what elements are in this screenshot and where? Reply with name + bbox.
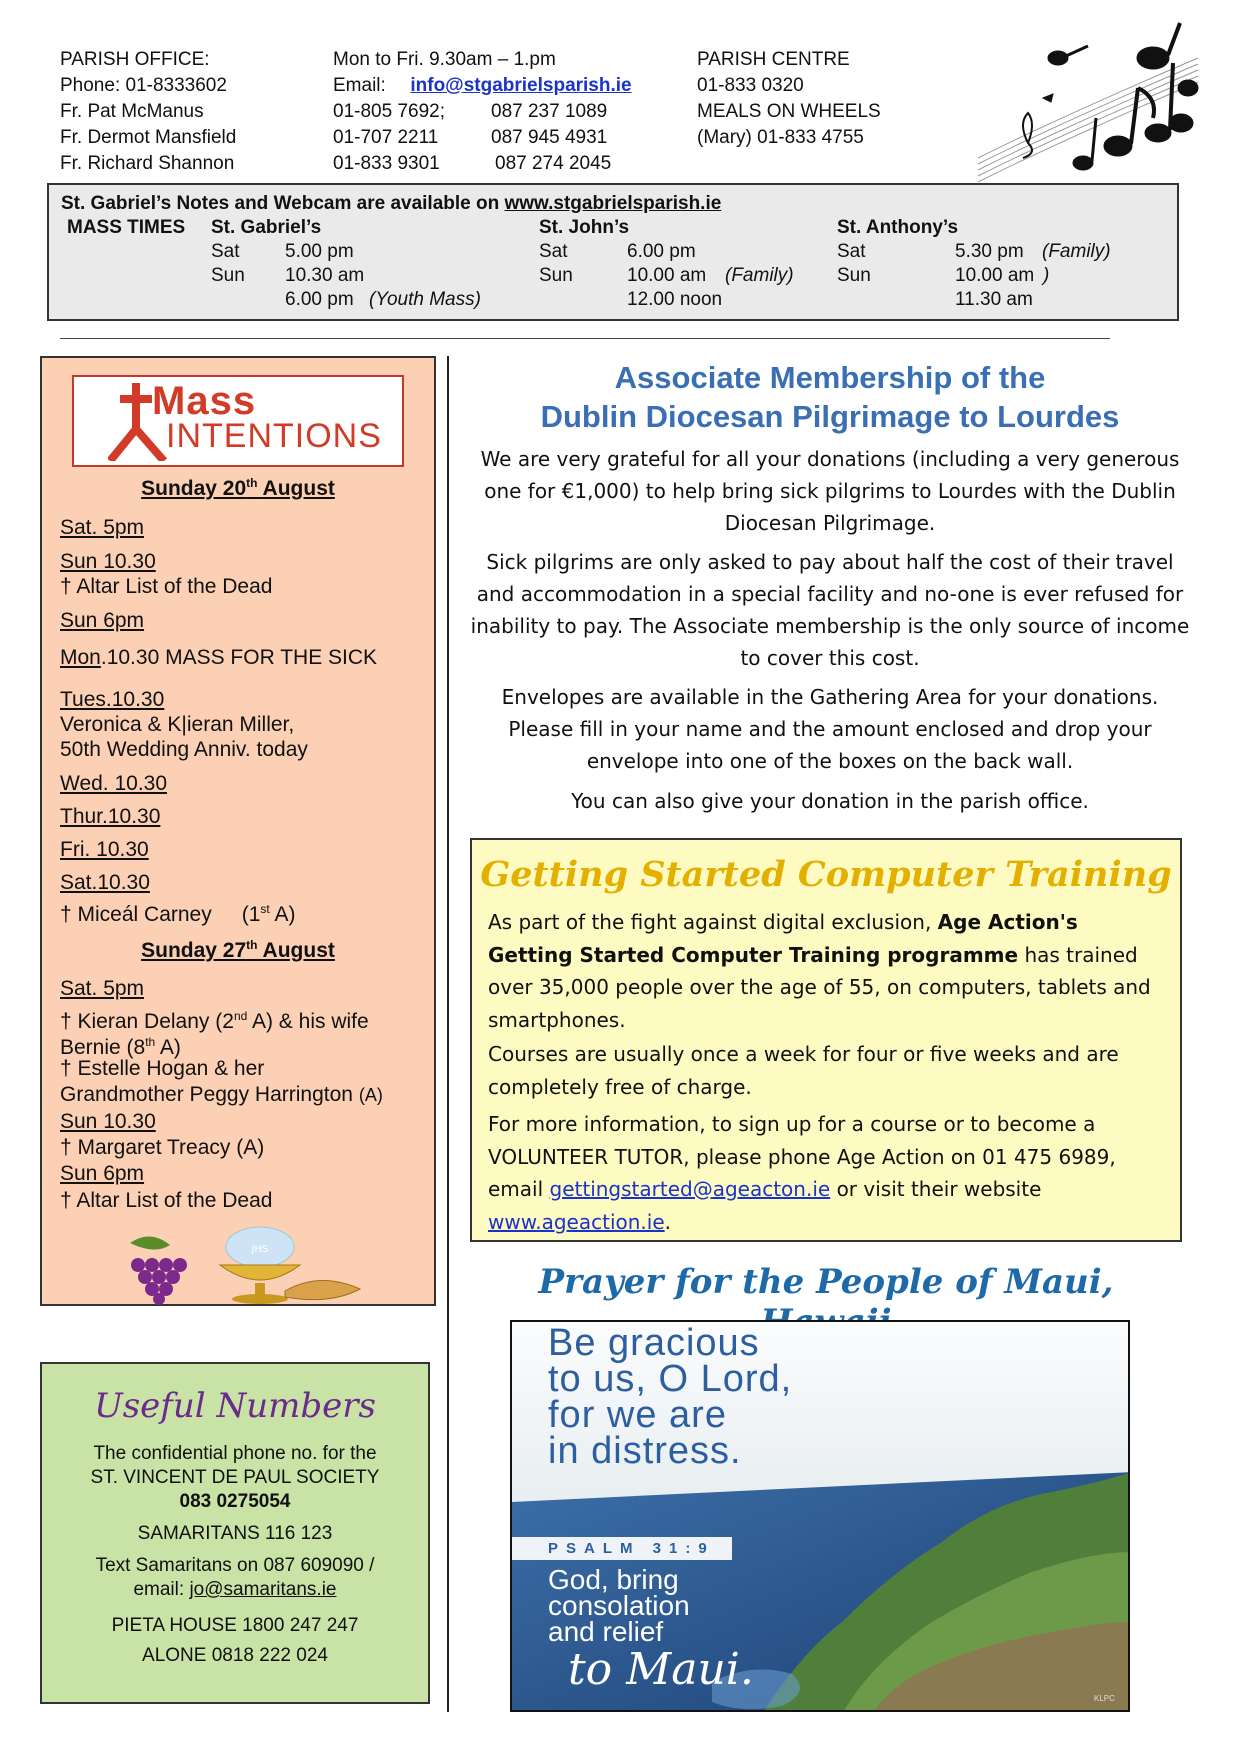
lourdes-title-line: Associate Membership of the bbox=[614, 360, 1046, 395]
lourdes-title bbox=[470, 358, 1190, 436]
logo-text-intentions: INTENTIONS bbox=[166, 417, 382, 455]
sunday-heading-text: Sunday 20 bbox=[141, 477, 247, 500]
mass-day: Mon bbox=[60, 646, 101, 669]
phone-row bbox=[333, 151, 632, 177]
email-row bbox=[333, 73, 632, 99]
image-verse-line: Be gracious bbox=[548, 1322, 760, 1364]
image-script-text: to Maui. bbox=[568, 1644, 754, 1695]
mass-day: Sat bbox=[211, 241, 240, 262]
paragraph-text: As part of the fight against digital exclusion, bbox=[488, 910, 932, 934]
mass-slot-mon bbox=[60, 646, 377, 670]
host-label: JHS bbox=[251, 1244, 269, 1255]
mass-slot: Fri. 10.30 bbox=[60, 838, 149, 861]
sunday-heading-month: August bbox=[257, 477, 335, 500]
priest-name: Fr. Richard Shannon bbox=[60, 153, 235, 174]
computer-paragraph bbox=[488, 906, 1168, 1036]
phone-row bbox=[333, 125, 632, 151]
intention-name: † Margaret Treacy (A) bbox=[60, 1136, 265, 1159]
useful-numbers-box bbox=[40, 1362, 430, 1704]
mass-note: (Family) bbox=[725, 265, 794, 286]
ordinal: th bbox=[246, 938, 258, 952]
logo-text-mass: Mass bbox=[152, 379, 257, 423]
intention-name: † Estelle Hogan & her bbox=[60, 1057, 265, 1080]
intention-name-text: Grandmother Peggy Harrington bbox=[60, 1083, 353, 1106]
useful-text: Text Samaritans on 087 609090 / bbox=[95, 1555, 375, 1576]
mass-time: 6.00 pm bbox=[285, 289, 354, 310]
mobile: 087 274 2045 bbox=[495, 153, 612, 174]
sunday-heading-month: August bbox=[257, 939, 335, 962]
programme-name: Age Action's Getting Started Computer Training programme bbox=[488, 910, 1078, 967]
mass-note: (Family) bbox=[1042, 241, 1111, 262]
lourdes-paragraph: Sick pilgrims are only asked to pay about half the cost of their travel and accommodation in a special facility and no-one is ever refused for inability to pay. The Associate membership is the only source of income to cover this cost. bbox=[470, 550, 1190, 670]
meals-label: MEALS ON WHEELS bbox=[697, 101, 881, 122]
church-name: St. Gabriel’s bbox=[211, 217, 322, 238]
column-divider bbox=[447, 356, 449, 1712]
sunday-heading bbox=[60, 476, 416, 501]
paragraph-text: For more information, to sign up for a course or to become a VOLUNTEER TUTOR, please phone Age Action on 01 475 6989, email bbox=[488, 1112, 1116, 1201]
header-col-office bbox=[60, 47, 236, 177]
image-prayer-line: consolation bbox=[548, 1590, 690, 1621]
anniversary: (A) bbox=[358, 1085, 383, 1105]
mass-slot: Sat.10.30 bbox=[60, 871, 150, 894]
office-phone: Phone: 01-8333602 bbox=[60, 75, 227, 96]
useful-text: ST. VINCENT DE PAUL SOCIETY bbox=[90, 1467, 380, 1488]
ordinal: st bbox=[260, 902, 270, 916]
paragraph-text: has trained over 35,000 people over the age of 55, on computers, tablets and smartphones. bbox=[488, 942, 1151, 1032]
useful-text: SAMARITANS 116 123 bbox=[137, 1523, 333, 1544]
priest-name: Fr. Pat McManus bbox=[60, 101, 204, 122]
sunday-heading bbox=[60, 938, 416, 963]
intention-name-text: Bernie (8 bbox=[60, 1036, 146, 1059]
prayer-title: Prayer for the People of Maui, bbox=[538, 1262, 1114, 1302]
mass-slot: Sun 10.30 bbox=[60, 550, 156, 573]
mass-time: 5.00 pm bbox=[285, 241, 354, 262]
mass-detail: .10.30 MASS FOR THE SICK bbox=[100, 646, 378, 669]
age-action-website-link[interactable]: www.ageaction.ie bbox=[488, 1209, 665, 1234]
mass-note: ) bbox=[1043, 265, 1050, 286]
anniversary: (1 bbox=[241, 903, 261, 926]
anniversary: A) bbox=[269, 903, 296, 926]
maui-prayer-image bbox=[510, 1320, 1130, 1712]
intention-name: † Altar List of the Dead bbox=[60, 575, 273, 598]
ordinal: th bbox=[246, 476, 258, 490]
samaritans-email-link[interactable]: jo@samaritans.ie bbox=[189, 1579, 337, 1600]
image-prayer-line: God, bring bbox=[548, 1564, 679, 1595]
mobile: 087 945 4931 bbox=[491, 127, 608, 148]
mass-note: (Youth Mass) bbox=[369, 289, 481, 310]
mass-intentions-logo bbox=[72, 375, 404, 467]
mass-day: Sun bbox=[211, 265, 245, 286]
mass-day: Sun bbox=[539, 265, 573, 286]
lourdes-paragraph: You can also give your donation in the parish office. bbox=[571, 789, 1089, 813]
computer-paragraph bbox=[488, 1108, 1168, 1238]
psalm-reference: PSALM 31:9 bbox=[548, 1540, 715, 1557]
office-hours: Mon to Fri. 9.30am – 1.pm bbox=[333, 49, 556, 70]
header-col-centre bbox=[697, 47, 881, 151]
useful-phone: 083 0275054 bbox=[179, 1491, 291, 1512]
intention-name bbox=[60, 897, 295, 927]
priest-name: Fr. Dermot Mansfield bbox=[60, 127, 237, 148]
computer-training-title: Getting Started Computer Training bbox=[480, 854, 1172, 895]
mass-times-label: MASS TIMES bbox=[67, 217, 186, 238]
notes-line bbox=[61, 193, 721, 215]
paragraph-text: or visit their website bbox=[836, 1177, 1042, 1201]
mass-slot: Wed. 10.30 bbox=[60, 772, 168, 795]
meals-contact: (Mary) 01-833 4755 bbox=[697, 127, 864, 148]
mass-slot: Sun 10.30 bbox=[60, 1110, 156, 1133]
paragraph-text: . bbox=[664, 1209, 671, 1234]
intention-name-text: A) & his wife bbox=[247, 1010, 369, 1033]
lourdes-paragraph: Envelopes are available in the Gathering Area for your donations. Please fill in your name and the amount enclosed and drop your envelope into one of the boxes on the back wall. bbox=[501, 685, 1159, 773]
mass-day: Sat bbox=[539, 241, 568, 262]
landline: 01-833 9301 bbox=[333, 153, 440, 174]
computer-training-box bbox=[470, 838, 1182, 1242]
intention-name-text: † Miceál Carney bbox=[60, 903, 212, 926]
centre-phone: 01-833 0320 bbox=[697, 75, 804, 96]
useful-text: PIETA HOUSE 1800 247 247 bbox=[111, 1615, 359, 1636]
mass-time: 11.30 am bbox=[955, 289, 1033, 310]
image-verse-line: for we are bbox=[548, 1394, 727, 1436]
church-name: St. John’s bbox=[539, 217, 630, 238]
computer-paragraph: Courses are usually once a week for four or five weeks and are completely free of charge. bbox=[488, 1042, 1119, 1099]
phone-row bbox=[333, 99, 632, 125]
ordinal: th bbox=[145, 1035, 156, 1049]
mass-slot: Sat. 5pm bbox=[60, 977, 145, 1000]
parish-website-link[interactable]: www.stgabrielsparish.ie bbox=[504, 193, 722, 214]
mass-time: 5.30 pm bbox=[955, 241, 1024, 262]
mass-time: 12.00 noon bbox=[627, 289, 723, 310]
landline: 01-805 7692; bbox=[333, 101, 445, 122]
mass-time: 6.00 pm bbox=[627, 241, 696, 262]
lourdes-paragraph: We are very grateful for all your donations (including a very generous one for €1,000) to help bring sick pilgrims to Lourdes with the Dublin Diocesan Pilgrimage. bbox=[480, 447, 1180, 535]
intention-name-text: † Kieran Delany (2 bbox=[60, 1010, 234, 1033]
image-verse-line: to us, O Lord, bbox=[548, 1358, 793, 1400]
centre-label: PARISH CENTRE bbox=[697, 49, 850, 70]
mass-slot: Sun 6pm bbox=[60, 1162, 145, 1185]
email-label: email: bbox=[133, 1579, 185, 1600]
mass-day: Sat bbox=[837, 241, 866, 262]
lourdes-title-line: Dublin Diocesan Pilgrimage to Lourdes bbox=[540, 399, 1120, 434]
useful-text: ALONE 0818 222 024 bbox=[142, 1645, 328, 1666]
age-action-email-link[interactable]: gettingstarted@ageacton.ie bbox=[549, 1177, 831, 1201]
sunday-heading-text: Sunday 27 bbox=[141, 939, 247, 962]
image-prayer-line: and relief bbox=[548, 1616, 664, 1647]
intention-name-text: A) bbox=[155, 1036, 181, 1059]
landline: 01-707 2211 bbox=[333, 127, 439, 148]
useful-numbers-title: Useful Numbers bbox=[94, 1386, 376, 1426]
image-credit: KLPC bbox=[1094, 1694, 1115, 1703]
mobile: 087 237 1089 bbox=[491, 101, 608, 122]
useful-email-row bbox=[42, 1578, 428, 1602]
divider-rule bbox=[60, 338, 1110, 339]
notes-text: St. Gabriel’s Notes and Webcam are available on bbox=[61, 193, 500, 214]
mass-day: Sun bbox=[837, 265, 871, 286]
church-name: St. Anthony’s bbox=[837, 217, 959, 238]
mass-slot: Tues.10.30 bbox=[60, 688, 165, 711]
intention-name: † Altar List of the Dead bbox=[60, 1189, 273, 1212]
mass-time: 10.30 am bbox=[285, 265, 365, 286]
intention-name: 50th Wedding Anniv. today bbox=[60, 738, 308, 761]
mass-slot: Thur.10.30 bbox=[60, 805, 161, 828]
mass-times-box bbox=[47, 183, 1179, 321]
mass-time: 10.00 am bbox=[627, 265, 707, 286]
mass-slot: Sat. 5pm bbox=[60, 516, 145, 539]
useful-text: The confidential phone no. for the bbox=[93, 1443, 377, 1464]
ordinal: nd bbox=[233, 1009, 248, 1023]
email-label: Email: bbox=[333, 75, 386, 96]
intention-name: Veronica & K|ieran Miller, bbox=[60, 713, 295, 736]
eucharist-icon bbox=[110, 1225, 380, 1305]
header-col-contact bbox=[333, 47, 632, 177]
intention-name bbox=[60, 1083, 383, 1107]
mass-slot: Sun 6pm bbox=[60, 609, 145, 632]
music-notes-icon bbox=[968, 18, 1208, 183]
office-email-link[interactable]: info@stgabrielsparish.ie bbox=[410, 75, 632, 96]
office-label: PARISH OFFICE: bbox=[60, 49, 210, 70]
intention-name bbox=[60, 1030, 181, 1060]
image-verse-line: in distress. bbox=[548, 1430, 742, 1472]
mass-time: 10.00 am bbox=[955, 265, 1035, 286]
